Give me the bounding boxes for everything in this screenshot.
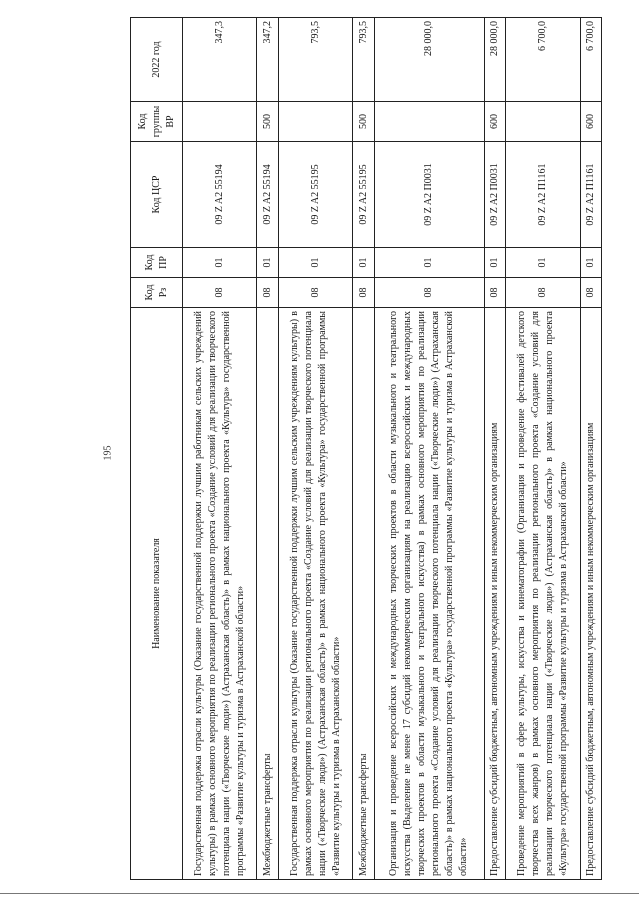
row-amount: 793,5 <box>278 18 352 102</box>
row-csr: 09 Z A2 55195 <box>278 142 352 248</box>
row-amount: 347,3 <box>183 18 257 102</box>
row-csr: 09 Z A2 55195 <box>353 142 374 248</box>
table-row <box>183 18 257 880</box>
row-pr: 01 <box>257 248 278 278</box>
header-name: Наименование показателя <box>131 308 183 880</box>
row-pr: 01 <box>580 248 601 278</box>
row-pr: 01 <box>484 248 505 278</box>
row-vr <box>278 102 352 142</box>
row-csr: 09 Z A2 П1161 <box>506 142 580 248</box>
row-name: Государственная поддержка отрасли культуры (Оказание государственной поддержки лучшим сельским учреждениям культуры) в рамках основного мероприятия по реализации регионального проекта «Создание условий для реализации творческого потенциала нации («Творческие люди») (Астраханская область)» в рамках национального проекта «Культура» государственной программы «Развитие культуры и туризма в Астраханской области» <box>278 308 352 880</box>
row-rz: 08 <box>183 278 257 308</box>
row-csr: 09 Z A2 П0031 <box>484 142 505 248</box>
row-name: Межбюджетные трансферты <box>353 308 374 880</box>
header-vr: Код группы ВР <box>131 102 183 142</box>
row-rz: 08 <box>580 278 601 308</box>
row-name: Предоставление субсидий бюджетным, автономным учреждениям и иным некоммерческим организациям <box>580 308 601 880</box>
row-rz: 08 <box>484 278 505 308</box>
row-pr: 01 <box>506 248 580 278</box>
row-rz: 08 <box>374 278 484 308</box>
row-name: Государственная поддержка отрасли культуры (Оказание государственной поддержки лучшим работникам сельских учреждений культуры) в рамках основного мероприятия по реализации регионального проекта «Создание условий для реализации творческого потенциала нации («Творческие люди») (Астраханская область)» в рамках национального проекта «Культура» государственной программы «Развитие культуры и туризма в Астраханской области» <box>183 308 257 880</box>
row-rz: 08 <box>278 278 352 308</box>
page-bottom-divider <box>0 893 639 894</box>
page-number: 195 <box>102 445 114 461</box>
row-rz: 08 <box>353 278 374 308</box>
row-csr: 09 Z A2 55194 <box>257 142 278 248</box>
row-amount: 6 700,0 <box>506 18 580 102</box>
header-pr: Код ПР <box>131 248 183 278</box>
row-vr <box>183 102 257 142</box>
row-vr <box>506 102 580 142</box>
table-header-row <box>131 18 183 880</box>
row-vr <box>374 102 484 142</box>
rotated-table-wrapper <box>130 18 602 880</box>
row-csr: 09 Z A2 П1161 <box>580 142 601 248</box>
table-row <box>374 18 484 880</box>
table-row <box>257 18 278 880</box>
header-rz: Код Рз <box>131 278 183 308</box>
row-pr: 01 <box>374 248 484 278</box>
table-row <box>278 18 352 880</box>
table-row <box>580 18 601 880</box>
row-vr: 600 <box>580 102 601 142</box>
row-amount: 6 700,0 <box>580 18 601 102</box>
row-name: Межбюджетные трансферты <box>257 308 278 880</box>
row-vr: 500 <box>353 102 374 142</box>
row-name: Предоставление субсидий бюджетным, автономным учреждениям и иным некоммерческим организациям <box>484 308 505 880</box>
budget-table <box>130 17 602 880</box>
row-csr: 09 Z A2 55194 <box>183 142 257 248</box>
row-amount: 793,5 <box>353 18 374 102</box>
row-vr: 600 <box>484 102 505 142</box>
row-pr: 01 <box>183 248 257 278</box>
row-rz: 08 <box>257 278 278 308</box>
row-name: Организация и проведение всероссийских и международных творческих проектов в области музыкального и театрального искусства (Выделение не менее 17 субсидий некоммерческим организациям на реализацию всероссийских и международных творческих проектов в области музыкального и театрального искусства) в рамках основного мероприятия по реализации регионального проекта «Создание условий для реализации творческого потенциала нации («Творческие люди») (Астраханская область)» в рамках национального проекта «Культура» государственной программы «Развитие культуры и туризма в Астраханской области» <box>374 308 484 880</box>
row-pr: 01 <box>353 248 374 278</box>
row-rz: 08 <box>506 278 580 308</box>
row-amount: 28 000,0 <box>484 18 505 102</box>
header-year: 2022 год <box>131 18 183 102</box>
table-row <box>484 18 505 880</box>
row-vr: 500 <box>257 102 278 142</box>
row-amount: 347,2 <box>257 18 278 102</box>
header-csr: Код ЦСР <box>131 142 183 248</box>
row-pr: 01 <box>278 248 352 278</box>
row-csr: 09 Z A2 П0031 <box>374 142 484 248</box>
row-amount: 28 000,0 <box>374 18 484 102</box>
table-row <box>353 18 374 880</box>
row-name: Проведение мероприятий в сфере культуры, искусства и кинематографии (Организация и проведение фестивалей детского творчества всех жанров) в рамках основного мероприятия по реализации регионального проекта «Создание условий для реализации творческого потенциала нации («Творческие люди») (Астраханская область)» в рамках национального проекта «Культура» государственной программы «Развитие культуры и туризма в Астраханской области» <box>506 308 580 880</box>
table-row <box>506 18 580 880</box>
